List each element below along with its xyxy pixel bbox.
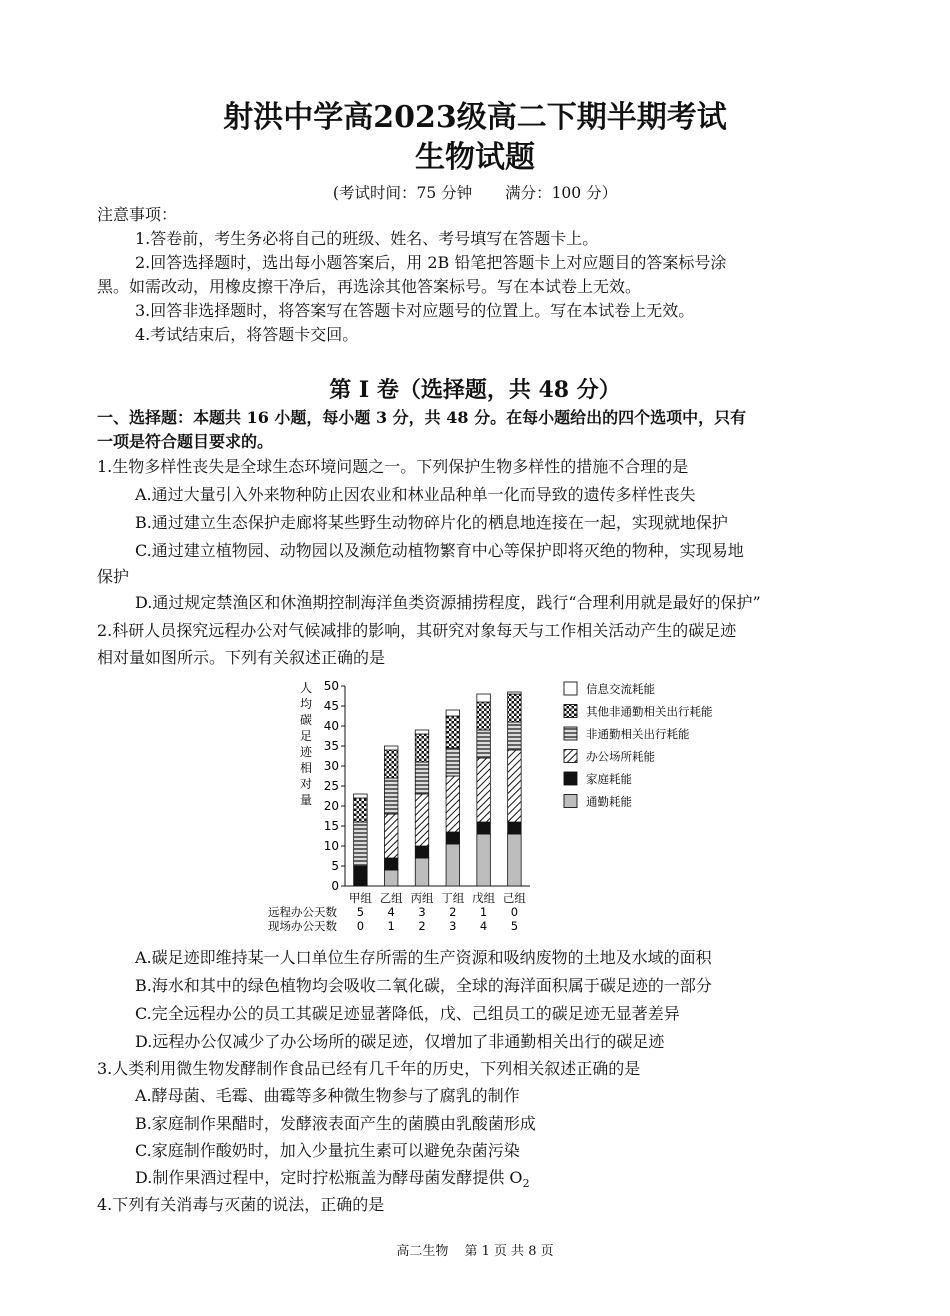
remote-days-value: 2 (449, 905, 457, 919)
bar-segment (384, 814, 398, 858)
exam-subject-title: 生物试题 (415, 140, 535, 175)
y-tick-label: 25 (323, 779, 339, 793)
y-axis-label-char: 足 (299, 729, 313, 743)
legend-label: 通勤耗能 (586, 794, 632, 809)
remote-days-row-label: 远程办公天数 (268, 905, 337, 919)
y-tick-label: 40 (323, 719, 339, 733)
footer-subject: 高二生物 (396, 1244, 449, 1259)
q1-option-a: A.通过大量引入外来物种防止因农业和林业品种单一化而导致的遗传多样性丧失 (135, 485, 696, 504)
note-item-2a: 2.回答选择题时，选出每小题答案后，用 2B 铅笔把答题卡上对应题目的答案标号涂 (135, 253, 727, 272)
notes-heading: 注意事项： (97, 205, 178, 224)
bar-segment (477, 822, 491, 834)
exam-info (0, 181, 950, 203)
y-tick-label: 15 (323, 819, 339, 833)
legend-label: 信息交流耗能 (586, 682, 655, 696)
bar-segment (415, 846, 429, 858)
bar-segment (446, 844, 460, 886)
note-item-2b: 黑。如需改动，用橡皮擦干净后，再选涂其他答案标号。写在本试卷上无效。 (97, 277, 642, 296)
bar-segment (508, 722, 522, 750)
q1-stem: 1.生物多样性丧失是全球生态环境问题之一。下列保护生物多样性的措施不合理的是 (97, 457, 689, 476)
full-score: 满分：100 分） (505, 184, 618, 202)
legend-swatch (564, 705, 577, 718)
bar-segment (384, 778, 398, 814)
bar-segment (415, 762, 429, 794)
y-axis-label-char: 碳 (299, 713, 313, 727)
remote-days-value: 3 (418, 905, 426, 919)
bar-segment (477, 758, 491, 822)
q2-option-c: C.完全远程办公的员工其碳足迹显著降低，戊、己组员工的碳足迹无显著差异 (135, 1004, 680, 1023)
bar-segment (354, 822, 368, 866)
bar-segment (508, 750, 522, 822)
bar-segment (415, 730, 429, 734)
q4-stem: 4.下列有关消毒与灭菌的说法，正确的是 (97, 1195, 385, 1214)
bar-segment (477, 702, 491, 730)
bar-segment (477, 694, 491, 702)
q2-option-a: A.碳足迹即维持某一人口单位生存所需的生产资源和吸纳废物的土地及水域的面积 (135, 948, 712, 967)
page-footer (0, 1240, 950, 1259)
bar-segment (508, 834, 522, 886)
q3-option-a: A.酵母菌、毛霉、曲霉等多种微生物参与了腐乳的制作 (135, 1086, 520, 1105)
section-title: 第 I 卷（选择题，共 48 分） (329, 377, 621, 403)
y-tick-label: 20 (323, 799, 339, 813)
y-axis-label-char: 均 (299, 697, 313, 711)
bar-segment (446, 832, 460, 844)
bar-segment (508, 694, 522, 722)
q3-option-d (135, 1166, 530, 1196)
x-tick-label: 丙组 (410, 891, 434, 905)
x-tick-label: 甲组 (348, 891, 372, 905)
bar-segment (446, 748, 460, 776)
legend-label: 家庭耗能 (586, 772, 632, 786)
bar-segment (508, 692, 522, 694)
bar-segment (415, 794, 429, 846)
q3-option-d-subscript: 2 (522, 1177, 530, 1191)
note-item-3: 3.回答非选择题时，将答案写在答题卡对应题号的位置上。写在本试卷上无效。 (135, 301, 695, 320)
y-axis-label-char: 相 (299, 761, 313, 775)
onsite-days-value: 5 (510, 919, 519, 933)
bar-segment (354, 794, 368, 798)
legend-swatch (564, 682, 577, 695)
section-instruction-1: 一、选择题：本题共 16 小题，每小题 3 分，共 48 分。在每小题给出的四个选项中，只有 (97, 408, 747, 427)
q1-option-b: B.通过建立生态保护走廊将某些野生动物碎片化的栖息地连接在一起，实现就地保护 (135, 513, 728, 532)
bar-segment (384, 870, 398, 886)
y-axis-label-char: 迹 (299, 745, 313, 759)
bar-segment (415, 858, 429, 886)
q2-option-b: B.海水和其中的绿色植物均会吸收二氧化碳，全球的海洋面积属于碳足迹的一部分 (135, 976, 712, 995)
y-tick-label: 45 (323, 699, 339, 713)
q3-option-d-text: D.制作果酒过程中，定时拧松瓶盖为酵母菌发酵提供 O (135, 1168, 523, 1187)
legend-swatch (564, 772, 577, 785)
exam-title: 射洪中学高2023级高二下期半期考试 (223, 100, 727, 135)
footer-page-number: 第 1 页 共 8 页 (464, 1244, 554, 1259)
legend-swatch (564, 795, 577, 808)
bar-segment (354, 798, 368, 822)
onsite-days-value: 2 (418, 919, 426, 933)
q3-option-c: C.家庭制作酸奶时，加入少量抗生素可以避免杂菌污染 (135, 1141, 520, 1160)
bar-segment (415, 734, 429, 762)
onsite-days-value: 1 (387, 919, 395, 933)
legend-label: 非通勤相关出行耗能 (586, 727, 690, 741)
y-tick-label: 0 (331, 879, 339, 893)
exam-time: (考试时间：75 分钟 (332, 184, 473, 202)
remote-days-value: 4 (387, 905, 395, 919)
bar-segment (384, 750, 398, 778)
y-axis-label-char: 对 (299, 777, 313, 791)
bar-segment (477, 834, 491, 886)
q3-option-b: B.家庭制作果醋时，发酵液表面产生的菌膜由乳酸菌形成 (135, 1114, 536, 1133)
remote-days-value: 0 (510, 905, 519, 919)
y-tick-label: 5 (331, 859, 339, 873)
onsite-days-value: 3 (449, 919, 457, 933)
bar-segment (477, 730, 491, 758)
onsite-days-value: 4 (479, 919, 488, 933)
y-tick-label: 35 (323, 739, 339, 753)
bar-segment (446, 710, 460, 716)
y-tick-label: 50 (323, 679, 339, 693)
legend-label: 办公场所耗能 (586, 749, 655, 764)
x-tick-label: 乙组 (379, 891, 403, 905)
remote-days-value: 5 (356, 905, 365, 919)
q1-option-d: D.通过规定禁渔区和休渔期控制海洋鱼类资源捕捞程度，践行“合理利用就是最好的保护” (135, 593, 761, 612)
bar-segment (384, 858, 398, 870)
note-item-4: 4.考试结束后，将答题卡交回。 (135, 325, 359, 344)
legend-swatch (564, 750, 577, 763)
carbon-footprint-chart (264, 676, 734, 938)
onsite-days-row-label: 现场办公天数 (268, 919, 337, 933)
onsite-days-value: 0 (356, 919, 365, 933)
q2-stem-2: 相对量如图所示。下列有关叙述正确的是 (97, 648, 386, 667)
q2-stem-1: 2.科研人员探究远程办公对气候减排的影响，其研究对象每天与工作相关活动产生的碳足迹 (97, 621, 737, 640)
x-tick-label: 己组 (502, 891, 526, 905)
y-axis-label-char: 量 (299, 793, 313, 807)
bar-segment (384, 746, 398, 750)
remote-days-value: 1 (479, 905, 488, 919)
q1-option-c: C.通过建立植物园、动物园以及濒危动植物繁育中心等保护即将灭绝的物种，实现易地 (135, 541, 744, 560)
bar-segment (508, 822, 522, 834)
y-tick-label: 10 (323, 839, 339, 853)
bar-segment (446, 716, 460, 748)
x-tick-label: 丁组 (441, 891, 465, 905)
q2-option-d: D.远程办公仅减少了办公场所的碳足迹，仅增加了非通勤相关出行的碳足迹 (135, 1032, 665, 1051)
legend-label: 其他非通勤相关出行耗能 (586, 704, 713, 719)
q1-option-c-cont: 保护 (97, 567, 130, 586)
note-item-1: 1.答卷前，考生务必将自己的班级、姓名、考号填写在答题卡上。 (135, 229, 599, 248)
x-tick-label: 戊组 (472, 891, 496, 905)
legend-swatch (564, 727, 577, 740)
q3-stem: 3.人类利用微生物发酵制作食品已经有几千年的历史，下列相关叙述正确的是 (97, 1059, 641, 1078)
bar-segment (354, 866, 368, 886)
y-tick-label: 30 (323, 759, 339, 773)
y-axis-label-char: 人 (299, 681, 313, 695)
section-instruction-2: 一项是符合题目要求的。 (97, 432, 274, 451)
bar-segment (446, 776, 460, 832)
